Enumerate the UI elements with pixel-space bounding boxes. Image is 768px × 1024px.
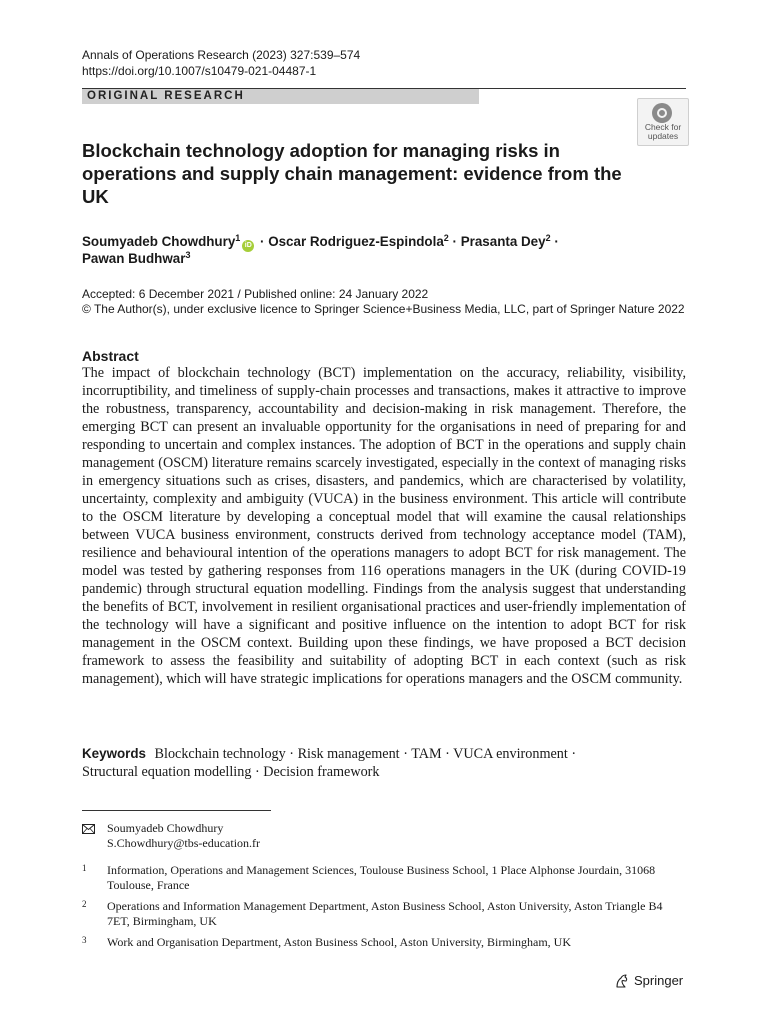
author-name[interactable]: Oscar Rodriguez-Espindola — [268, 234, 444, 249]
affiliation-text: Information, Operations and Management Sciences, Toulouse Business School, 1 Place Alphonse Jourdain, 31068 Toulouse, France — [107, 863, 656, 892]
keyword: Blockchain technology — [154, 746, 286, 762]
copyright-notice: © The Author(s), under exclusive licence to Springer Science+Business Media, LLC, part of Springer Nature 2022 — [82, 302, 685, 316]
journal-citation: Annals of Operations Research (2023) 327:539–574 — [82, 48, 361, 62]
author-affiliation-sup: 2 — [545, 233, 551, 243]
keywords: Keywords Blockchain technology · Risk management · TAM · VUCA environment · Structural equation modelling · Decision framework — [82, 746, 577, 780]
springer-horse-icon — [614, 973, 630, 989]
affiliation-text: Operations and Information Management Department, Aston Business School, Aston University, Aston Triangle B4 7ET, Birmingham, UK — [107, 899, 663, 928]
author-affiliation-sup: 2 — [443, 233, 449, 243]
keyword: Structural equation modelling — [82, 764, 252, 780]
keyword: Risk management — [297, 746, 400, 762]
check-for-updates-badge[interactable] — [637, 98, 689, 146]
author-separator: · — [256, 234, 269, 249]
check-updates-icon — [652, 103, 672, 123]
author-separator: · — [550, 234, 559, 249]
abstract-heading: Abstract — [82, 348, 139, 364]
author-name[interactable]: Prasanta Dey — [460, 234, 546, 249]
paper-title: Blockchain technology adoption for managing risks in operations and supply chain management: evidence from the UK — [82, 140, 622, 207]
corresponding-author-email[interactable]: S.Chowdhury@tbs-education.fr — [107, 836, 261, 850]
affiliation-text: Work and Organisation Department, Aston Business School, Aston University, Birmingham, UK — [107, 935, 571, 949]
doi-link[interactable]: https://doi.org/10.1007/s10479-021-04487-1 — [82, 64, 317, 78]
footnote-rule — [82, 810, 271, 811]
keyword: Decision framework — [263, 764, 380, 780]
article-type-label: ORIGINAL RESEARCH — [87, 90, 245, 102]
orcid-icon[interactable]: iD — [242, 240, 254, 252]
author-name[interactable]: Pawan Budhwar — [82, 251, 186, 266]
affiliation-number: 1 — [82, 863, 87, 873]
author-affiliation-sup: 3 — [185, 250, 191, 260]
corresponding-author-name: Soumyadeb Chowdhury — [107, 821, 224, 835]
keywords-heading: Keywords — [82, 746, 146, 761]
check-updates-line-1: Check for — [644, 122, 682, 132]
publisher-name: Springer — [634, 973, 684, 988]
keyword: TAM — [411, 746, 442, 762]
keyword: VUCA environment — [453, 746, 568, 762]
author-separator: · — [448, 234, 461, 249]
abstract-text: The impact of blockchain technology (BCT) implementation on the accuracy, reliability, visibility, incorruptibility, and timeliness of supply-chain processes and transactions, makes it attractive to improve the robustness, transparency, accountability and decision-making in risk management. Therefore, the emerging BCT can present an invaluable opportunity for the organisations in need of preparing for and responding to uncertain and complex instances. The adoption of BCT in the operations and supply chain management (OSCM) literature remains scarcely investigated, especially in the context of managing risks in emergency situations such as crises, disasters, and pandemics, which are characterised by volatility, uncertainty, complexity and ambiguity (VUCA) in the business environment. This article will contribute to the OSCM literature by developing a conceptual model that will examine the causal relationships between VUCA business environment, constructs derived from technology acceptance model (TAM), resilience and behavioural intention of the operations managers to adopt BCT for risk management. The model was tested by gathering responses from 116 operations managers in the UK (during COVID-19 pandemic) through structural equation modelling. Findings from the analysis suggest that understanding the benefits of BCT, involvement in resilient organisational practices and user-friendly implementation of the technology will have a significant and positive influence on the intention to adopt BCT for risk management in the OSCM context. Building upon these findings, we have proposed a BCT decision framework to assess the feasibility and suitability of adopting BCT in each context (such as risk management), which will have strategic implications for operations managers and the OSCM community. — [82, 365, 686, 687]
publication-dates: Accepted: 6 December 2021 / Published online: 24 January 2022 — [82, 287, 429, 301]
author-affiliation-sup: 1 — [235, 233, 241, 243]
author-name[interactable]: Soumyadeb Chowdhury — [82, 234, 236, 249]
check-updates-line-2: updates — [647, 131, 679, 141]
author-list-continued — [82, 250, 190, 267]
check-updates-label — [638, 123, 688, 141]
affiliation-number: 3 — [82, 935, 87, 945]
affiliation-number: 2 — [82, 899, 87, 909]
mail-icon — [82, 824, 95, 834]
